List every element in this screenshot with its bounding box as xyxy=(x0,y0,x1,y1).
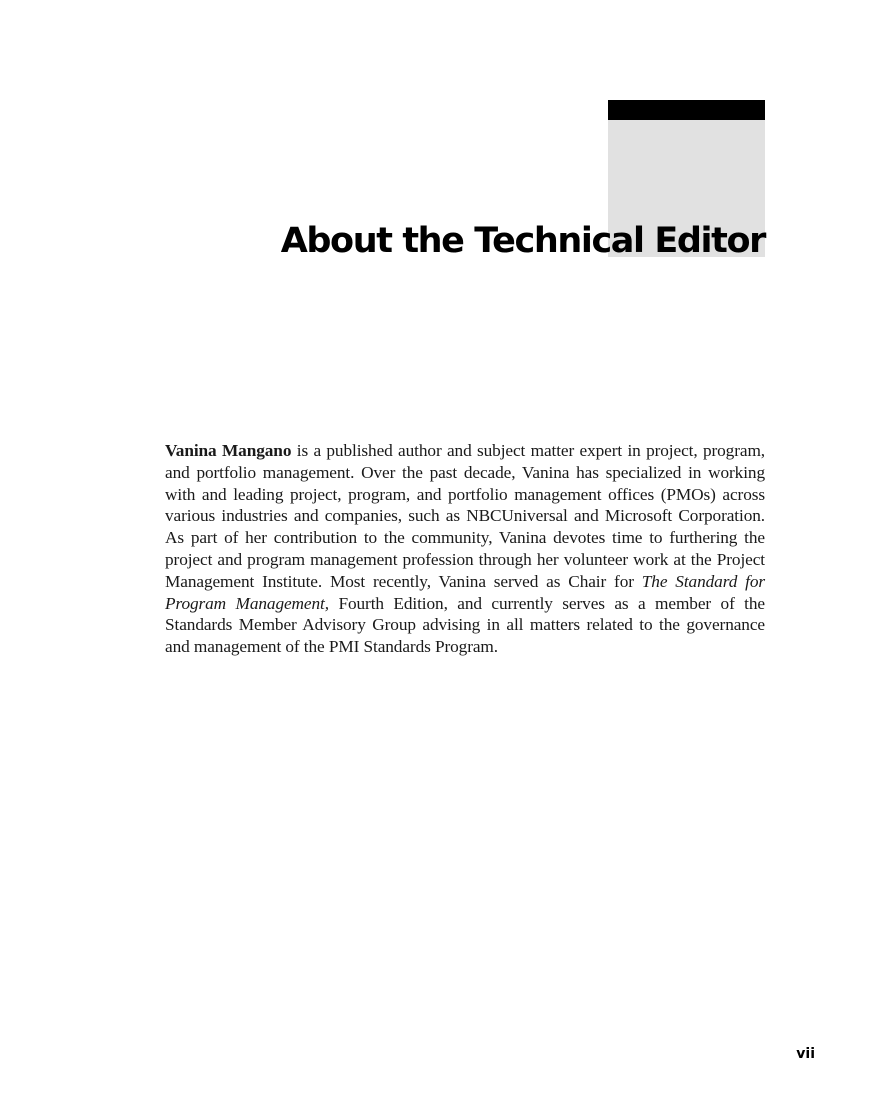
bio-text-part-1: is a published author and subject matter expert in project, program, and portfolio management. Over the past decade, Vanina has specialized in working with and leading project, program, and portfolio management offices (PMOs) across various industries and companies, such as NBCUniversal and Microsoft Corporation. As part of her contribution to the community, Vanina devotes time to furthering the project and program management profession through her volunteer work at the Project Management Institute. Most recently, Vanina served as Chair for xyxy=(165,441,766,591)
chapter-decoration-bar xyxy=(608,100,765,120)
editor-name: Vanina Mangano xyxy=(165,441,292,460)
bio-text-part-2: Fourth Edition, and currently serves as a member of the Standards Member Advisory Group advising in all matters related to the governance and management of the PMI Standards Program. xyxy=(165,593,765,657)
publication-title: The Standard for Program Management, xyxy=(165,571,765,613)
page-number: vii xyxy=(796,1046,815,1062)
chapter-title: About the Technical Editor xyxy=(280,221,765,261)
editor-bio-paragraph xyxy=(165,440,765,658)
